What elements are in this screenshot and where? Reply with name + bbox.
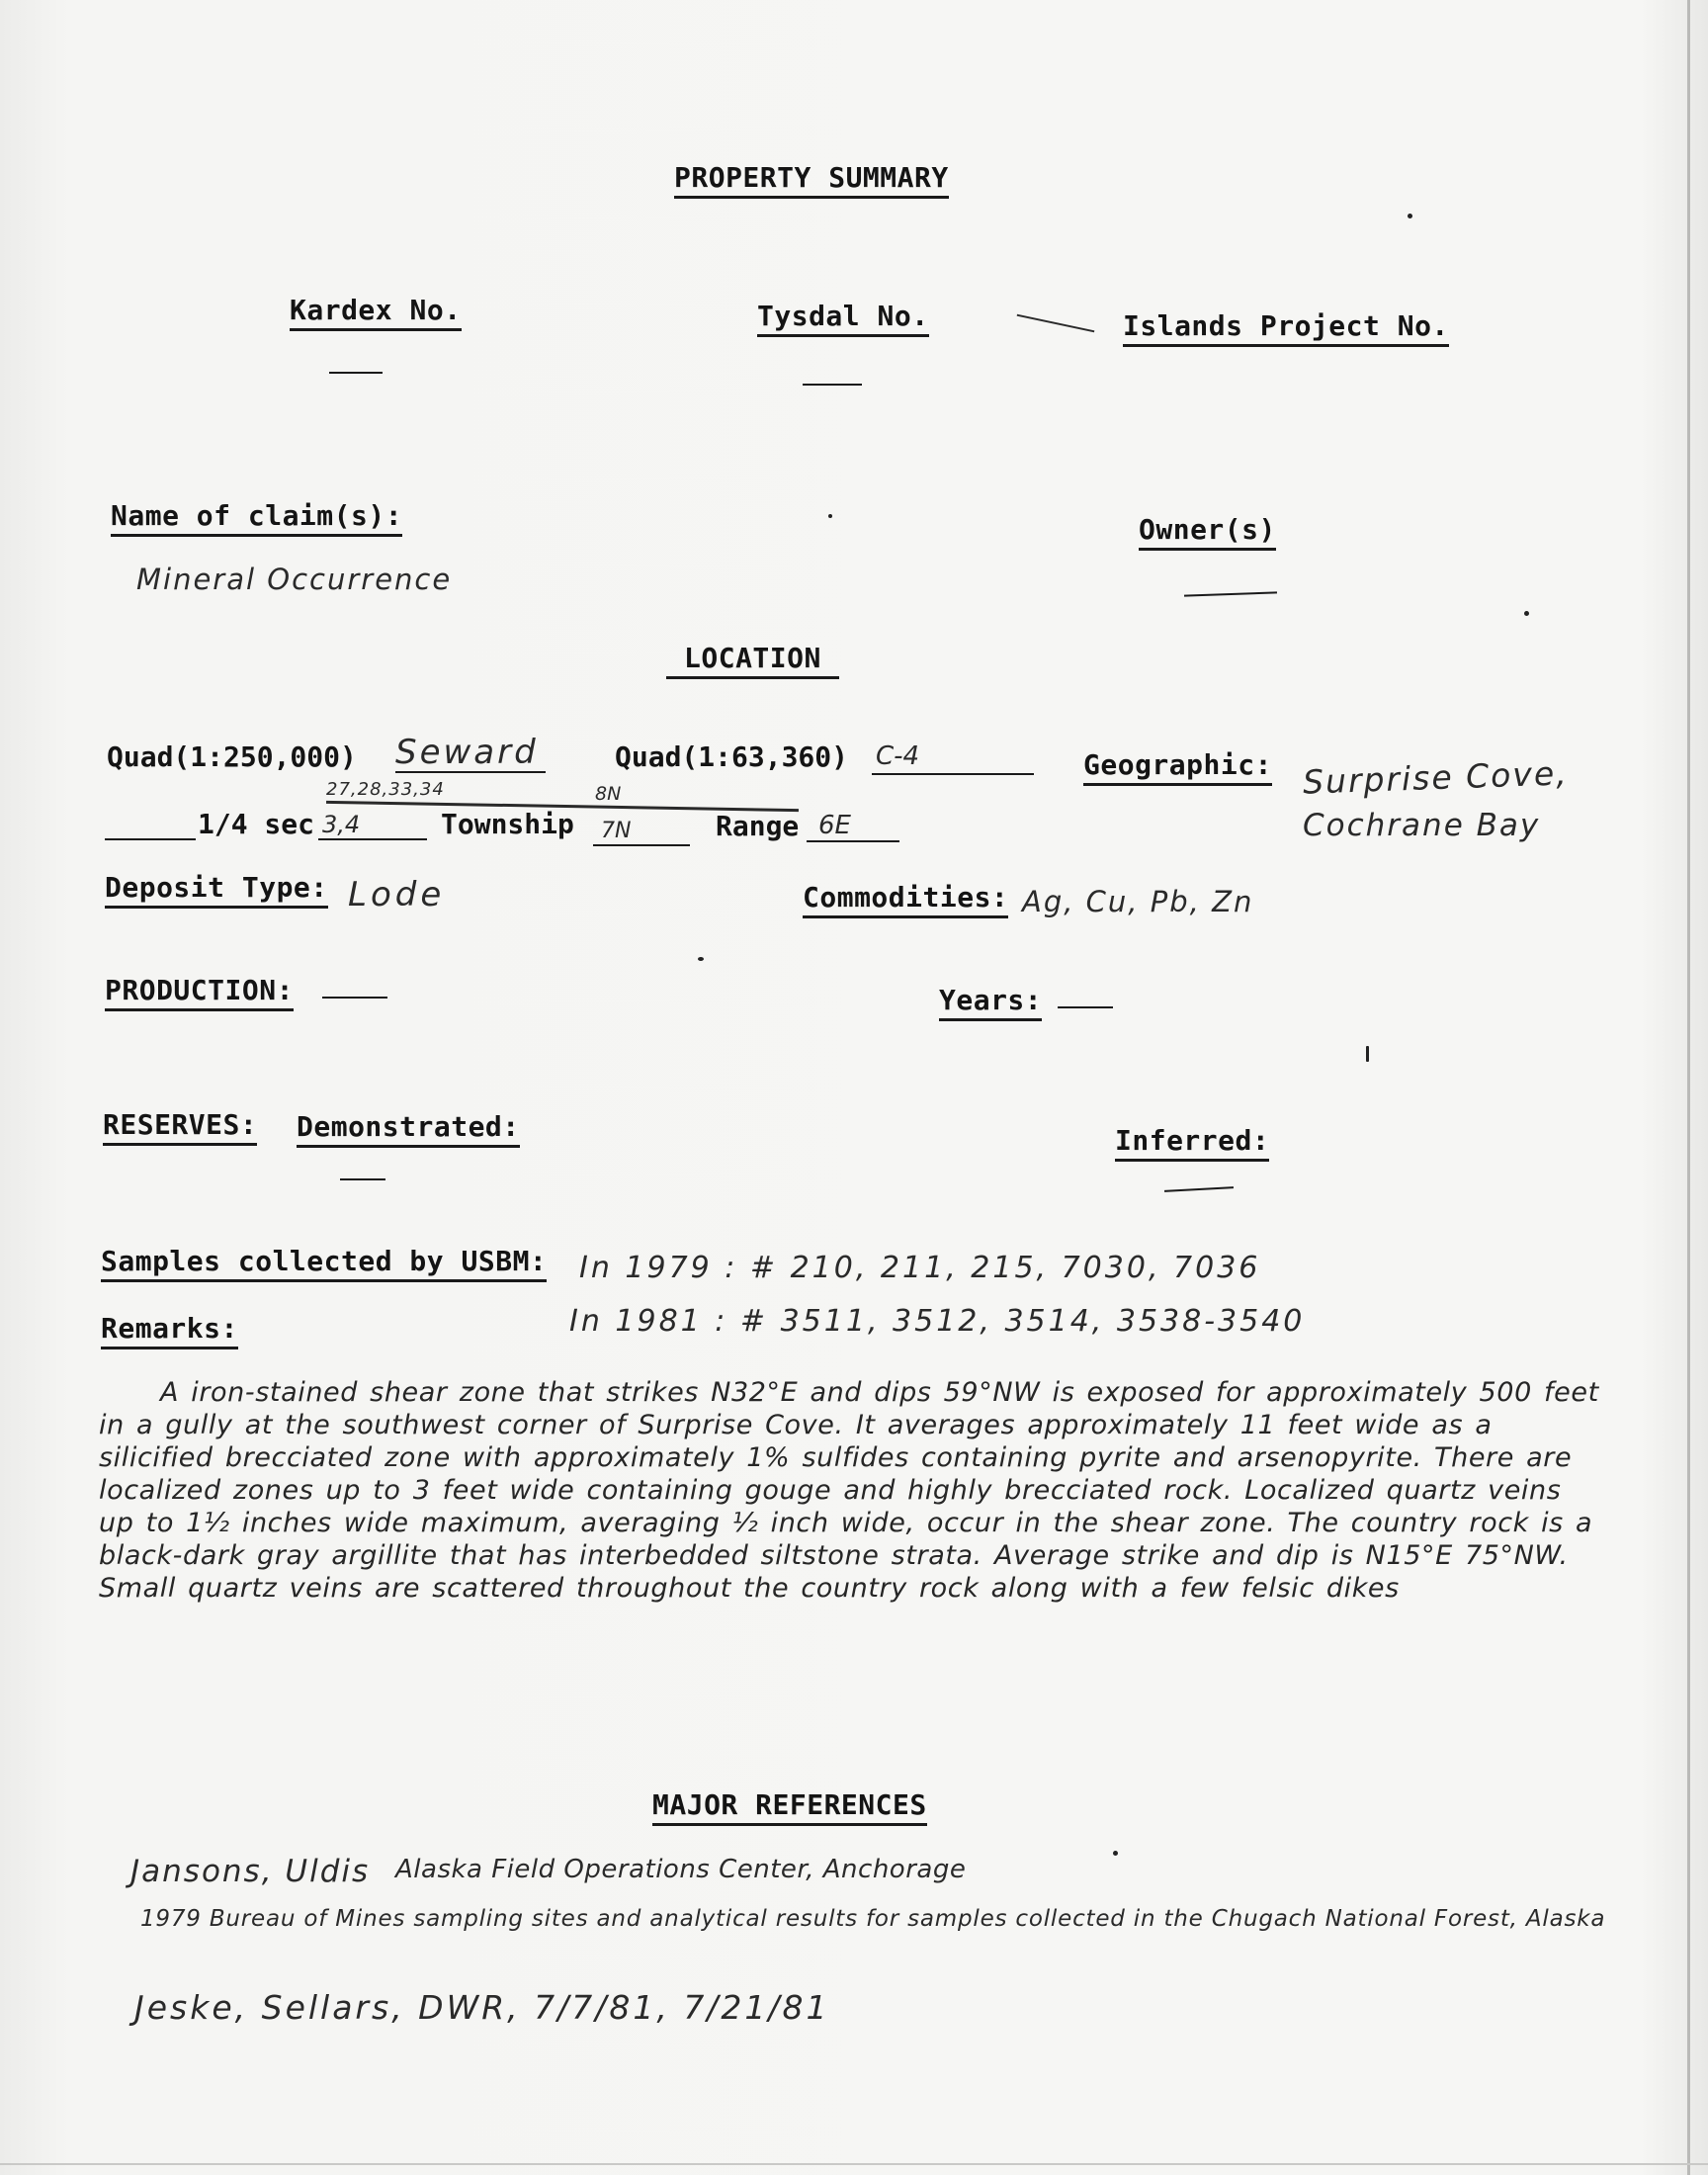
scan-speck [698, 957, 704, 961]
demonstrated-value [340, 1178, 385, 1180]
township-value: 7N [593, 821, 690, 846]
years-label: Years: [939, 987, 1042, 1021]
commodities-value: Ag, Cu, Pb, Zn [1022, 885, 1254, 918]
sec-value: 3,4 [318, 813, 427, 840]
samples-label: Samples collected by USBM: [101, 1248, 547, 1282]
production-value [322, 997, 387, 999]
quad250-value: Seward [395, 736, 546, 773]
kardex-value [329, 372, 383, 374]
range-value: 6E [807, 813, 899, 842]
years-value [1058, 1006, 1113, 1008]
quarter-sec-label: 1/4 sec [198, 808, 315, 840]
references-heading: MAJOR REFERENCES [652, 1791, 927, 1826]
scan-speck [1408, 214, 1412, 218]
deposit-type-value: Lode [348, 875, 446, 914]
samples-line1: In 1979 : # 210, 211, 215, 7030, 7036 [579, 1251, 1261, 1285]
tysdal-label: Tysdal No. [757, 303, 929, 337]
quarter-sec-blank [105, 838, 196, 840]
claim-name-label: Name of claim(s): [111, 502, 402, 537]
stray-mark [1017, 314, 1095, 333]
reference-detail: 1979 Bureau of Mines sampling sites and analytical results for samples collected in the Chugach National Forest, Alaska [140, 1906, 1606, 1932]
location-heading: LOCATION [666, 645, 839, 679]
quad250-label: Quad(1:250,000) [107, 740, 357, 773]
deposit-type-label: Deposit Type: [105, 874, 328, 909]
scan-speck [1366, 1046, 1369, 1062]
owner-label: Owner(s) [1139, 516, 1276, 551]
owner-value [1184, 591, 1277, 596]
quad63-label: Quad(1:63,360) [615, 740, 849, 773]
signoff: Jeske, Sellars, DWR, 7/7/81, 7/21/81 [134, 1988, 830, 2027]
range-label: Range [716, 810, 800, 842]
reserves-label: RESERVES: [103, 1111, 257, 1146]
township-label: Township [441, 808, 574, 840]
samples-line2: In 1981 : # 3511, 3512, 3514, 3538-3540 [569, 1304, 1306, 1339]
islands-project-label: Islands Project No. [1123, 312, 1449, 347]
reference-author: Jansons, Uldis [130, 1854, 371, 1889]
remarks-text: A iron-stained shear zone that strikes N32°E and dips 59°NW is exposed for approximately 500 feet in a gully at the southwest corner of Surprise Cove. It averages approximately 11 feet wide as a silicified brecciated zone with approximately 1% sulfides containing pyrite and arsenopyrite. There are localized zones up to 3 feet wide containing gouge and highly brecciated rock. Localized quartz veins up to 1½ inches wide maximum, averaging ½ inch wide, occur in the shear zone. The country rock is a black-dark gray argillite that has interbedded siltstone strata. Average strike and dip is N15°E 75°NW. Small quartz veins are scattered throughout the country rock along with a few felsic dikes [99, 1377, 1599, 1604]
demonstrated-label: Demonstrated: [297, 1113, 520, 1148]
page-edge-right [1687, 0, 1690, 2175]
claim-name-value: Mineral Occurrence [136, 563, 453, 596]
commodities-label: Commodities: [803, 884, 1008, 918]
page-title: PROPERTY SUMMARY [674, 164, 949, 199]
page-edge-bottom [0, 2163, 1708, 2165]
scan-speck [1524, 611, 1529, 616]
geographic-line2: Cochrane Bay [1303, 808, 1541, 843]
inferred-value [1164, 1186, 1234, 1192]
township-correction: 8N [595, 783, 622, 805]
geographic-line1: Surprise Cove, [1302, 753, 1570, 802]
kardex-label: Kardex No. [290, 297, 462, 331]
sec-correction: 27,28,33,34 [326, 779, 445, 800]
remarks-label: Remarks: [101, 1315, 238, 1349]
quad63-value: C-4 [872, 743, 1034, 775]
reference-organization: Alaska Field Operations Center, Anchorage [395, 1855, 967, 1884]
scan-speck [1113, 1851, 1118, 1856]
inferred-label: Inferred: [1115, 1127, 1269, 1162]
tysdal-value [803, 384, 862, 386]
production-label: PRODUCTION: [105, 977, 294, 1011]
scan-speck [828, 514, 832, 518]
geographic-label: Geographic: [1083, 751, 1272, 786]
